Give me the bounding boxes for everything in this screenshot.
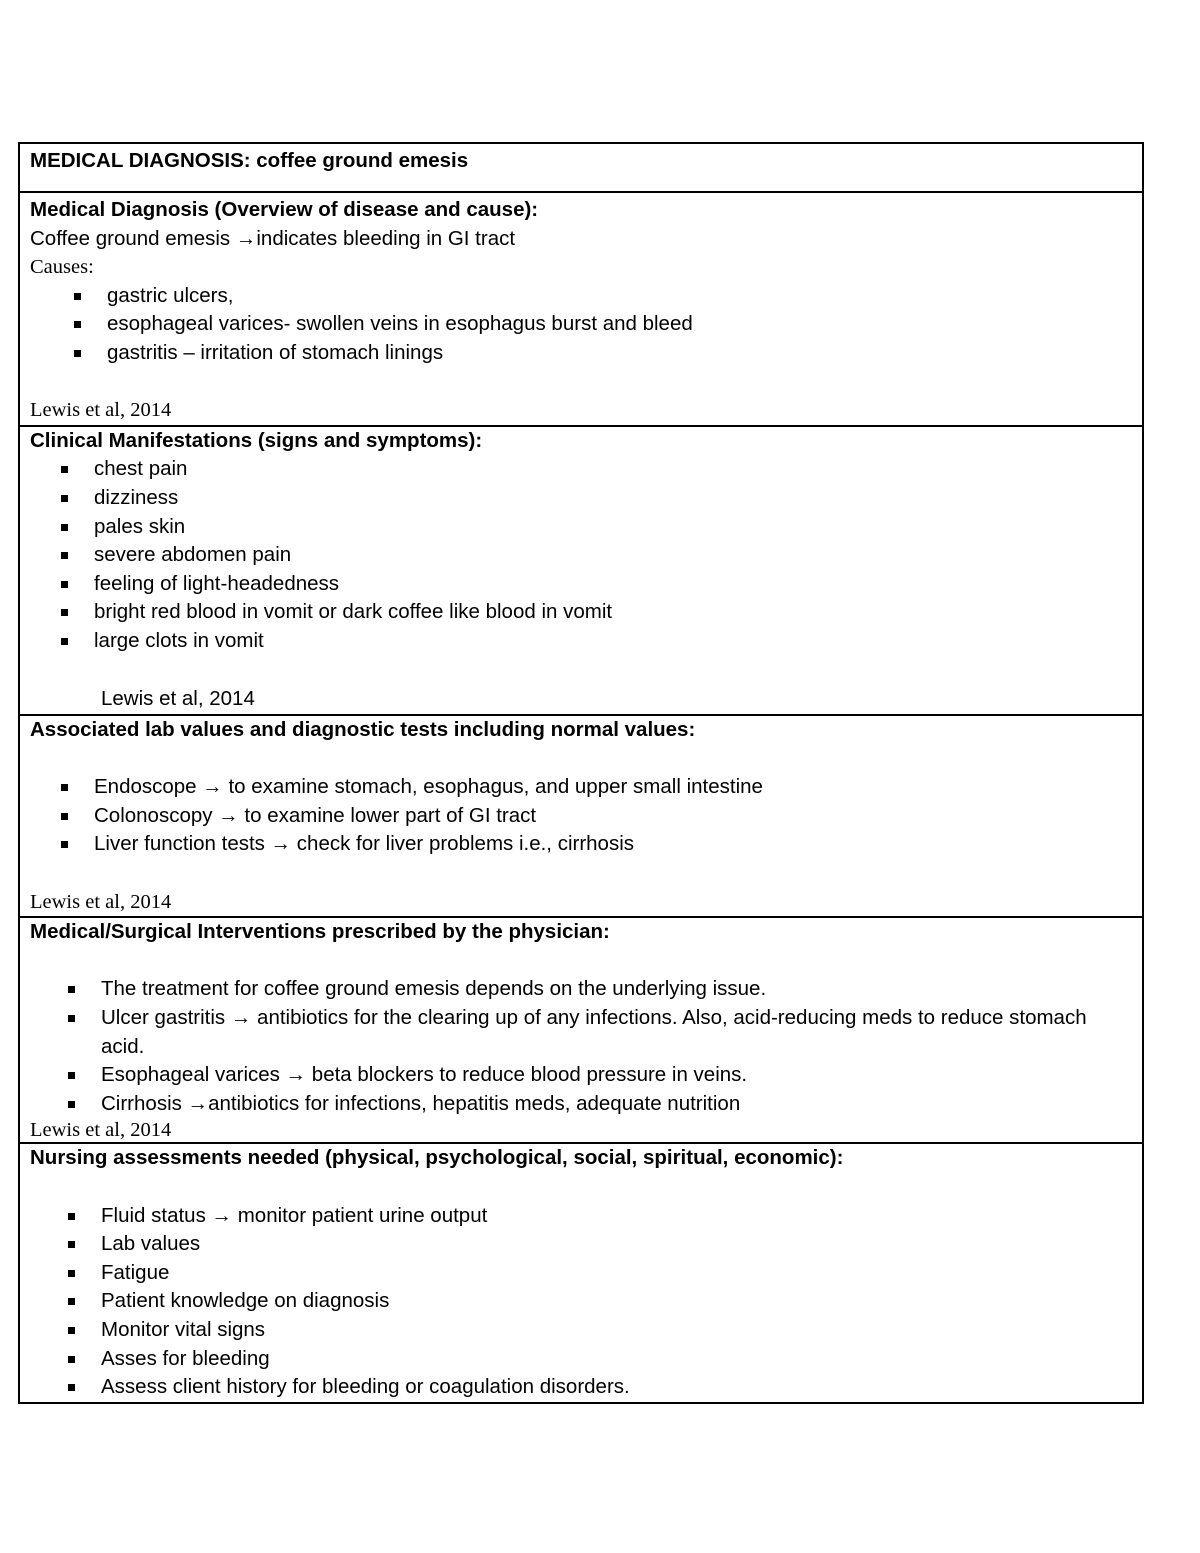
- manifestations-list: [30, 455, 1132, 655]
- lab-values-list: [30, 773, 1132, 859]
- list-item: Esophageal varices → beta blockers to reduce blood pressure in veins.: [30, 1061, 1132, 1090]
- list-item: The treatment for coffee ground emesis depends on the underlying issue.: [30, 975, 1132, 1004]
- list-item: dizziness: [30, 484, 1132, 513]
- lab-values-cell: [19, 715, 1143, 917]
- overview-cell: [19, 192, 1143, 426]
- reference-citation: Lewis et al, 2014: [30, 399, 172, 422]
- spacer: [30, 745, 1132, 774]
- list-item: Assess client history for bleeding or coagulation disorders.: [30, 1373, 1132, 1402]
- list-item: gastritis – irritation of stomach linings: [30, 339, 1132, 368]
- nursing-assessments-heading: Nursing assessments needed (physical, psychological, social, spiritual, economic):: [30, 1146, 844, 1170]
- reference-citation: Lewis et al, 2014: [30, 1119, 172, 1142]
- list-item: severe abdomen pain: [30, 541, 1132, 570]
- title-row: [19, 143, 1143, 192]
- overview-row: [19, 192, 1143, 426]
- care-plan-page: [18, 142, 1144, 1404]
- list-item: Liver function tests → check for liver problems i.e., cirrhosis: [30, 830, 1132, 859]
- list-item: large clots in vomit: [30, 627, 1132, 656]
- spacer: [30, 368, 1132, 397]
- list-item: Monitor vital signs: [30, 1316, 1132, 1345]
- list-item: Fluid status → monitor patient urine output: [30, 1202, 1132, 1231]
- spacer: [30, 1173, 1132, 1202]
- reference-citation: Lewis et al, 2014: [101, 687, 255, 711]
- manifestations-heading: Clinical Manifestations (signs and symptoms):: [30, 428, 483, 452]
- list-item: Cirrhosis →antibiotics for infections, hepatitis meds, adequate nutrition: [30, 1090, 1132, 1119]
- interventions-row: [19, 917, 1143, 1143]
- list-item: Lab values: [30, 1230, 1132, 1259]
- causes-list: [30, 282, 1132, 368]
- nursing-assessments-list: [30, 1202, 1132, 1402]
- spacer: [30, 656, 1132, 685]
- nursing-assessments-row: [19, 1143, 1143, 1402]
- lab-values-heading: Associated lab values and diagnostic tests including normal values:: [30, 718, 696, 742]
- list-item: Fatigue: [30, 1259, 1132, 1288]
- interventions-list: [30, 975, 1132, 1118]
- spacer: [30, 947, 1132, 976]
- diagnosis-title: MEDICAL DIAGNOSIS: coffee ground emesis: [30, 149, 469, 172]
- list-item: chest pain: [30, 455, 1132, 484]
- list-item: pales skin: [30, 513, 1132, 542]
- lab-values-row: [19, 715, 1143, 917]
- manifestations-cell: [19, 426, 1143, 715]
- interventions-heading: Medical/Surgical Interventions prescribed by the physician:: [30, 920, 610, 944]
- care-plan-table: [18, 142, 1144, 1404]
- causes-label: Causes:: [30, 256, 94, 279]
- list-item: Asses for bleeding: [30, 1345, 1132, 1374]
- list-item: Colonoscopy → to examine lower part of GI tract: [30, 802, 1132, 831]
- list-item: Patient knowledge on diagnosis: [30, 1287, 1132, 1316]
- interventions-cell: [19, 917, 1143, 1143]
- title-cell: [19, 143, 1143, 192]
- overview-summary: Coffee ground emesis →indicates bleeding in GI tract: [30, 226, 516, 250]
- list-item: gastric ulcers,: [30, 282, 1132, 311]
- nursing-assessments-cell: [19, 1143, 1143, 1402]
- list-item: feeling of light-headedness: [30, 570, 1132, 599]
- overview-heading: Medical Diagnosis (Overview of disease and cause):: [30, 198, 539, 221]
- list-item: esophageal varices- swollen veins in esophagus burst and bleed: [30, 310, 1132, 339]
- spacer: [30, 859, 1132, 888]
- manifestations-row: [19, 426, 1143, 715]
- reference-citation: Lewis et al, 2014: [30, 890, 172, 913]
- list-item: Endoscope → to examine stomach, esophagus, and upper small intestine: [30, 773, 1132, 802]
- list-item: Ulcer gastritis → antibiotics for the clearing up of any infections. Also, acid-reducing meds to reduce stomach acid.: [30, 1004, 1132, 1061]
- list-item: bright red blood in vomit or dark coffee like blood in vomit: [30, 598, 1132, 627]
